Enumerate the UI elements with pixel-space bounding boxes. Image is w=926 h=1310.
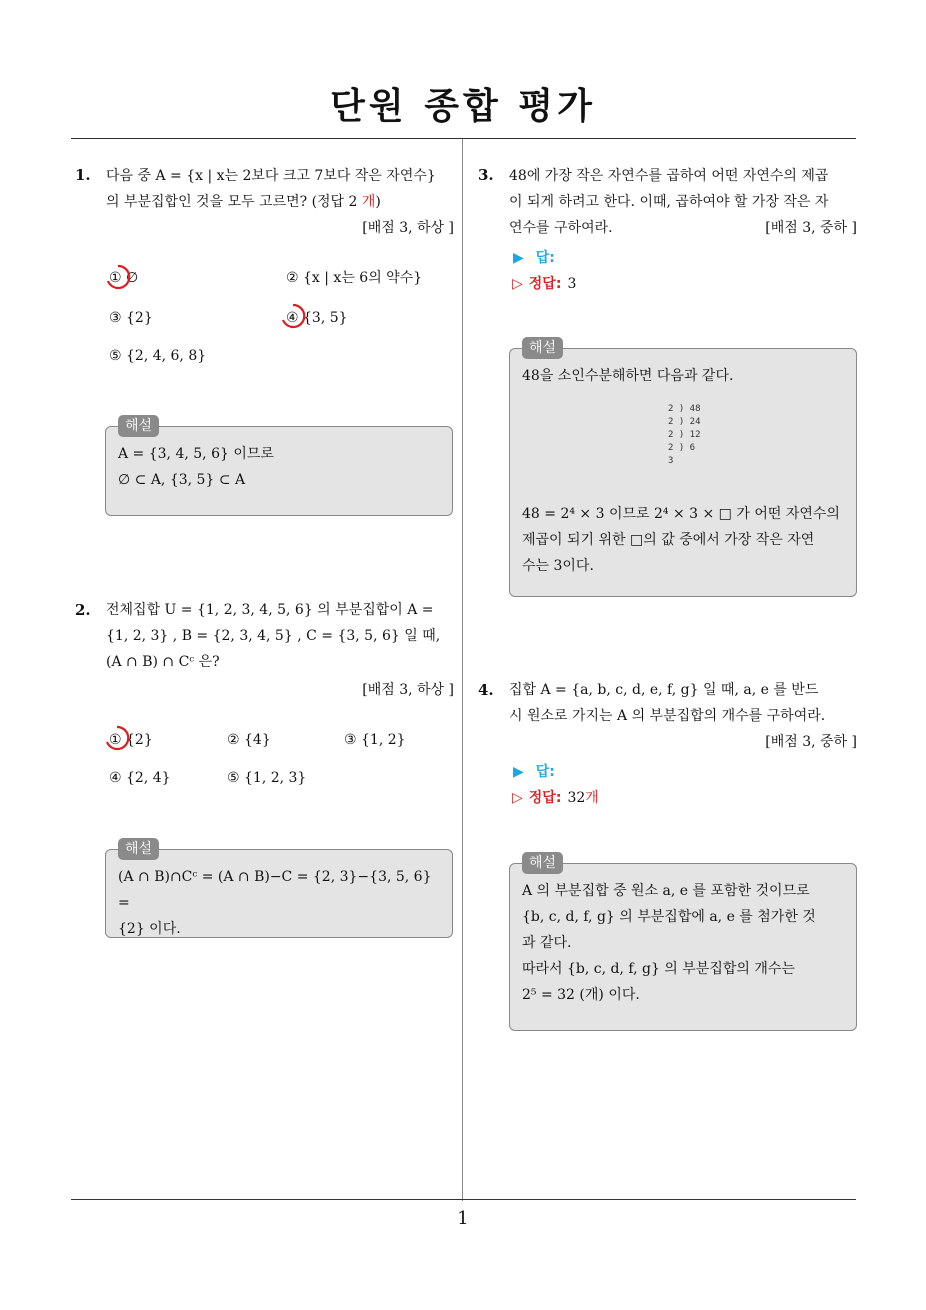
q3-meta: [배점 3, 중하 ]	[765, 220, 857, 236]
outline-arrow-icon: ▷	[512, 276, 523, 292]
q4-explanation-line3: 과 같다.	[522, 935, 572, 951]
correct-mark-icon	[280, 303, 306, 329]
q2-explanation-tag: 해설	[118, 838, 159, 860]
q2-stem	[106, 597, 454, 703]
q1-explanation-line2: ∅ ⊂ A, {3, 5} ⊂ A	[118, 472, 246, 488]
q3-explanation-body	[522, 501, 844, 579]
q1-option-1-text: ① ∅	[109, 270, 139, 286]
q1-count-highlight: 개	[361, 194, 376, 210]
q2-option-5[interactable]	[227, 766, 306, 790]
q2-option-1-text: ① {2}	[109, 732, 153, 748]
q1-explanation-tag: 해설	[118, 415, 159, 437]
q3-stem-line3	[509, 215, 857, 241]
q3-answer-row[interactable]	[513, 246, 555, 270]
play-arrow-icon: ▶	[513, 250, 524, 266]
q4-answer-row[interactable]	[513, 760, 555, 784]
outline-arrow-icon: ▷	[512, 790, 523, 806]
q3-correct-row	[512, 272, 576, 296]
q3-answer-label: 답:	[535, 250, 555, 266]
q1-stem-text: 의 부분집합인 것을 모두 고르면? (정답 2	[106, 194, 358, 210]
q3-explanation-line1: 48 = 2⁴ × 3 이므로 2⁴ × 3 × □ 가 어떤 자연수의	[522, 506, 840, 522]
q2-option-3-text: ③ {1, 2}	[344, 732, 406, 748]
top-rule	[71, 138, 856, 139]
q3-correct-label: 정답:	[528, 276, 562, 292]
q4-correct-label: 정답:	[528, 790, 562, 806]
q1-option-2-text: ② {x | x는 6의 약수}	[286, 270, 423, 286]
q1-stem-line1: 다음 중 A = {x | x는 2보다 크고 7보다 작은 자연수}	[106, 168, 436, 184]
q4-stem	[509, 677, 857, 755]
q2-explanation-line2: {2} 이다.	[118, 921, 181, 937]
correct-mark-icon	[105, 264, 131, 290]
correct-mark-icon	[104, 725, 130, 751]
q3-explanation-intro: 48을 소인수분해하면 다음과 같다.	[522, 368, 734, 384]
q3-explanation-box	[509, 340, 857, 597]
q2-option-1[interactable]	[109, 728, 153, 752]
q2-stem-line1: 전체집합 U = {1, 2, 3, 4, 5, 6} 의 부분집합이 A =	[106, 602, 434, 618]
q4-correct-unit: 개	[585, 790, 599, 806]
q2-explanation-box	[105, 841, 453, 938]
q3-division-step: 2 ) 12	[668, 430, 701, 440]
q1-option-2[interactable]	[286, 266, 422, 290]
q4-meta: [배점 3, 중하 ]	[765, 734, 857, 750]
q3-correct-value: 3	[567, 276, 577, 292]
q4-explanation-tag: 해설	[522, 852, 563, 874]
q1-meta: [배점 3, 하상 ]	[362, 220, 454, 236]
q1-option-3-text: ③ {2}	[109, 310, 153, 326]
q3-division-step: 2 ) 24	[668, 417, 701, 427]
q4-stem-line1: 집합 A = {a, b, c, d, e, f, g} 일 때, a, e 를 반드	[509, 682, 819, 698]
q1-option-4[interactable]	[286, 306, 348, 330]
q1-option-5-text: ⑤ {2, 4, 6, 8}	[109, 348, 207, 364]
q2-stem-line2: {1, 2, 3} , B = {2, 3, 4, 5} , C = {3, 5, 6} 일 때,	[106, 628, 441, 644]
q4-explanation-line2: {b, c, d, f, g} 의 부분집합에 a, e 를 첨가한 것	[522, 909, 816, 925]
q3-division-step: 2 ) 6	[668, 443, 696, 453]
q4-stem-line2: 시 원소로 가지는 A 의 부분집합의 개수를 구하여라.	[509, 708, 826, 724]
page-number: 1	[457, 1208, 469, 1229]
q3-stem-last: 연수를 구하여라.	[509, 220, 613, 236]
q2-option-2-text: ② {4}	[227, 732, 271, 748]
q3-stem-line2: 이 되게 하려고 한다. 이때, 곱하여야 할 가장 작은 자	[509, 194, 829, 210]
q1-number: 1.	[75, 166, 91, 184]
q4-number: 4.	[478, 681, 494, 699]
q2-option-4[interactable]	[109, 766, 171, 790]
q4-correct-value: 32	[567, 790, 586, 806]
bottom-rule	[71, 1199, 856, 1200]
q4-correct-row	[512, 786, 599, 810]
q4-explanation-line1: A 의 부분집합 중 원소 a, e 를 포함한 것이므로	[522, 883, 810, 899]
q2-option-4-text: ④ {2, 4}	[109, 770, 171, 786]
q1-option-5[interactable]	[109, 344, 206, 368]
page-title: 단원 종합 평가	[330, 86, 596, 127]
q2-meta: [배점 3, 하상 ]	[362, 682, 454, 698]
q3-division-ladder	[668, 403, 701, 468]
q4-explanation-line5: 2⁵ = 32 (개) 이다.	[522, 987, 640, 1003]
q1-option-1[interactable]	[109, 266, 138, 290]
q1-stem-close: )	[375, 194, 381, 210]
q2-option-2[interactable]	[227, 728, 271, 752]
q3-explanation-line3: 수는 3이다.	[522, 558, 594, 574]
q4-explanation-box	[509, 855, 857, 1031]
q3-number: 3.	[478, 166, 494, 184]
q3-division-step: 2 ) 48	[668, 404, 701, 414]
q1-stem	[106, 163, 454, 241]
q1-explanation-box	[105, 418, 453, 516]
q4-answer-label: 답:	[535, 764, 555, 780]
q2-number: 2.	[75, 601, 91, 619]
q2-option-3[interactable]	[344, 728, 406, 752]
q4-explanation-line4: 따라서 {b, c, d, f, g} 의 부분집합의 개수는	[522, 961, 795, 977]
q3-stem	[509, 163, 857, 241]
q1-explanation-line1: A = {3, 4, 5, 6} 이므로	[118, 446, 274, 462]
q1-option-3[interactable]	[109, 306, 153, 330]
q3-division-step: 3	[668, 456, 674, 466]
q2-explanation-line1: (A ∩ B)∩Cᶜ = (A ∩ B)−C = {2, 3}−{3, 5, 6} =	[118, 869, 432, 911]
q2-stem-line3: (A ∩ B) ∩ Cᶜ 은?	[106, 654, 220, 670]
q2-option-5-text: ⑤ {1, 2, 3}	[227, 770, 307, 786]
q3-stem-line1: 48에 가장 작은 자연수를 곱하여 어떤 자연수의 제곱	[509, 168, 829, 184]
play-arrow-icon: ▶	[513, 764, 524, 780]
q3-explanation-tag: 해설	[522, 337, 563, 359]
column-divider	[462, 139, 463, 1201]
q3-explanation-line2: 제곱이 되기 위한 □의 값 중에서 가장 작은 자연	[522, 532, 815, 548]
q1-option-4-text: ④ {3, 5}	[286, 310, 348, 326]
q1-stem-line2	[106, 189, 454, 215]
